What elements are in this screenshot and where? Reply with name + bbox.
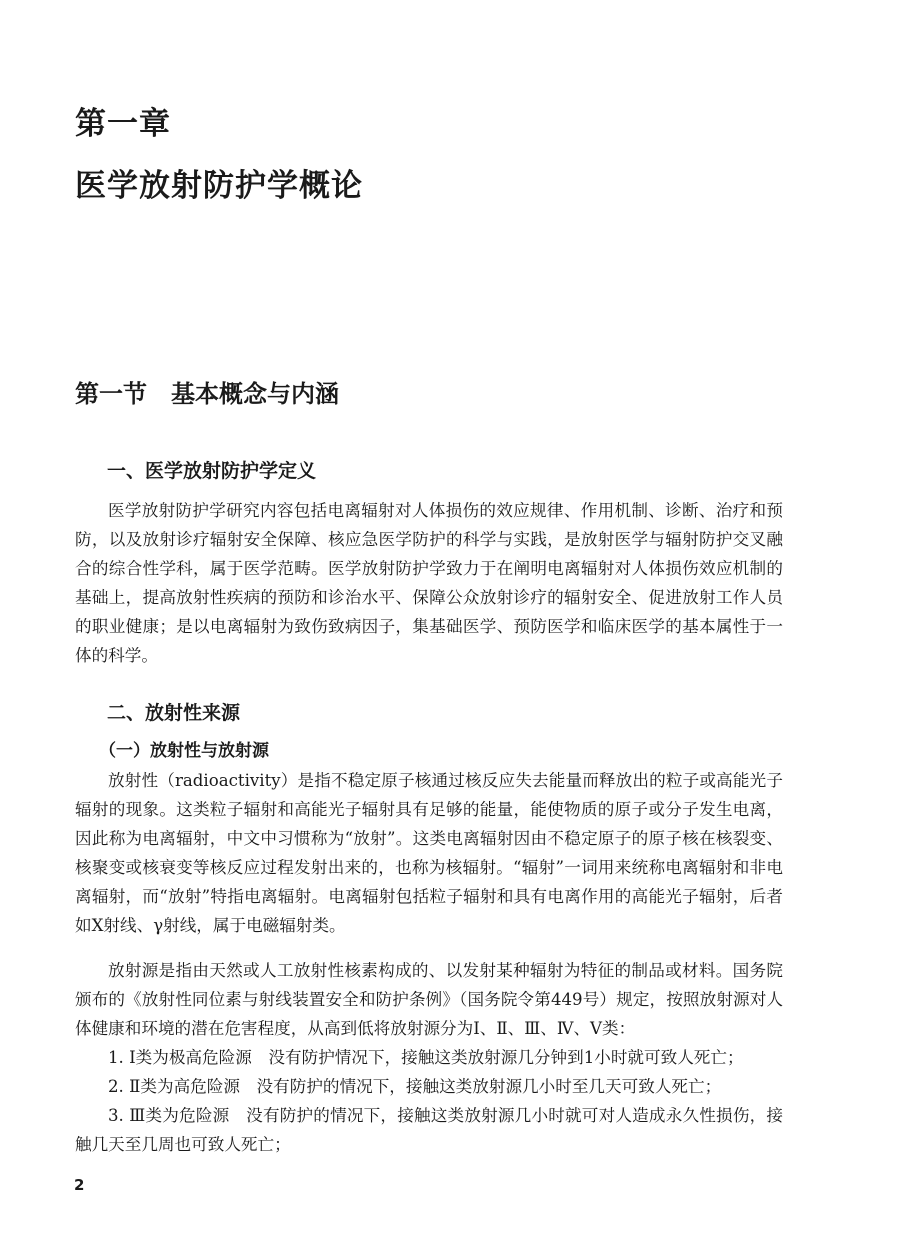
radioactivity-paragraph: 放射性（radioactivity）是指不稳定原子核通过核反应失去能量而释放出的粒子或高能光子辐射的现象。这类粒子辐射和高能光子辐射具有足够的能量，能使物质的原子或分子发生电离，因此称为电离辐射，中文中习惯称为“放射”。这类电离辐射因由不稳定原子的原子核在核裂变、核聚变或核衰变等核反应过程发射出来的，也称为核辐射。“辐射”一词用来统称电离辐射和非电离辐射，而“放射”特指电离辐射。电离辐射包括粒子辐射和具有电离作用的高能光子辐射，后者如X射线、γ射线，属于电磁辐射类。: [75, 771, 783, 935]
list-item-class-1: 1. Ⅰ类为极高危险源 没有防护情况下，接触这类放射源几分钟到1小时就可致人死亡；: [108, 1048, 744, 1067]
radioactive-source-paragraph: 放射源是指由天然或人工放射性核素构成的、以发射某种辐射为特征的制品或材料。国务院颁布的《放射性同位素与射线装置安全和防护条例》（国务院令第449号）规定，按照放射源对人体健康和环境的潜在危害程度，从高到低将放射源分为Ⅰ、Ⅱ、Ⅲ、Ⅳ、Ⅴ类：: [75, 961, 783, 1038]
subsection-heading-definition: 一、医学放射防护学定义: [107, 460, 317, 482]
chapter-number: 第一章: [75, 106, 171, 142]
sub-heading-radioactivity: （一）放射性与放射源: [99, 741, 269, 761]
definition-paragraph: 医学放射防护学研究内容包括电离辐射对人体损伤的效应规律、作用机制、诊断、治疗和预防，以及放射诊疗辐射安全保障、核应急医学防护的科学与实践，是放射医学与辐射防护交叉融合的综合性学科，属于医学范畴。医学放射防护学致力于在阐明电离辐射对人体损伤效应机制的基础上，提高放射性疾病的预防和诊治水平、保障公众放射诊疗的辐射安全、促进放射工作人员的职业健康；是以电离辐射为致伤致病因子，集基础医学、预防医学和临床医学的基本属性于一体的科学。: [75, 501, 783, 665]
subsection-heading-sources: 二、放射性来源: [107, 702, 241, 724]
chapter-title: 医学放射防护学概论: [75, 168, 363, 204]
page-number: 2: [74, 1176, 85, 1194]
section-title: 第一节 基本概念与内涵: [75, 380, 339, 408]
list-item-class-3: 3. Ⅲ类为危险源 没有防护的情况下，接触这类放射源几小时就可对人造成永久性损伤，接触几天至几周也可致人死亡；: [75, 1106, 783, 1154]
list-item-class-2: 2. Ⅱ类为高危险源 没有防护的情况下，接触这类放射源几小时至几天可致人死亡；: [108, 1077, 722, 1096]
